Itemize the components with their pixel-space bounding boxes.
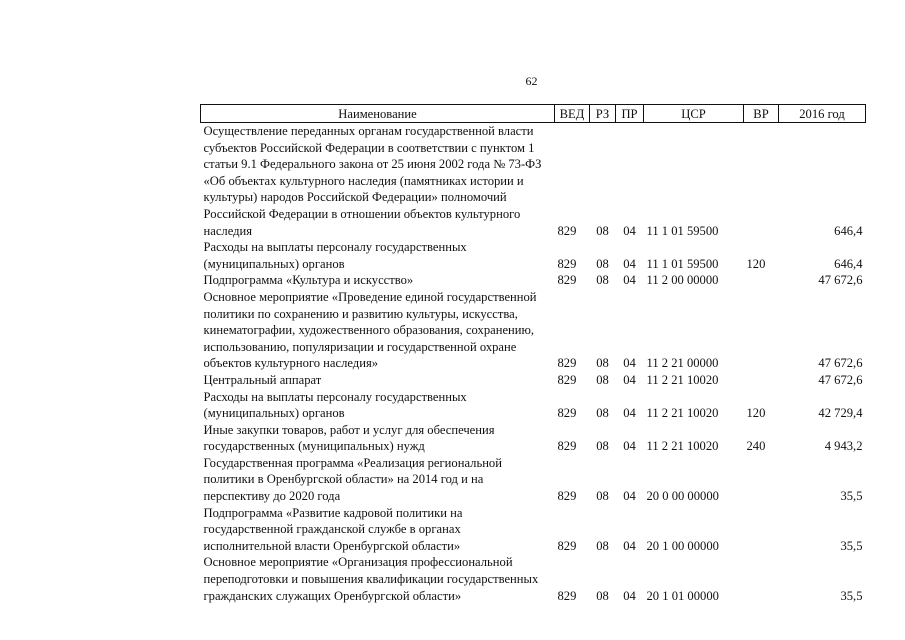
table-header [201, 105, 866, 123]
row-rz: 08 [596, 372, 609, 387]
table-row [201, 239, 866, 272]
row-pr: 04 [623, 356, 636, 371]
row-amount: 35,5 [840, 538, 863, 553]
row-csr: 20 0 00 00000 [646, 489, 719, 504]
row-pr: 04 [623, 588, 636, 603]
row-vr [744, 455, 779, 505]
header-row [201, 105, 866, 123]
row-amount: 646,4 [834, 223, 863, 238]
row-amount: 47 672,6 [818, 273, 863, 288]
table-row [201, 505, 866, 555]
row-name: Подпрограмма «Развитие кадровой политики на государственной гражданской службе в органах исполнительной власти Оренбургской области» [203, 505, 463, 553]
row-amount: 35,5 [840, 489, 863, 504]
column-header-pr: ПР [616, 105, 644, 123]
row-ved: 829 [557, 372, 577, 387]
row-name: Центральный аппарат [203, 372, 322, 387]
row-csr: 20 1 00 00000 [646, 538, 719, 553]
table-row [201, 422, 866, 455]
table-row [201, 389, 866, 422]
row-amount: 47 672,6 [818, 356, 863, 371]
row-name: Расходы на выплаты персоналу государственных (муниципальных) органов [203, 389, 467, 421]
row-csr: 11 2 21 10020 [646, 406, 719, 421]
row-rz: 08 [596, 538, 609, 553]
row-csr: 11 1 01 59500 [646, 223, 719, 238]
row-ved: 829 [557, 223, 577, 238]
column-header-year: 2016 год [779, 105, 866, 123]
table-body [201, 123, 866, 605]
row-csr: 11 1 01 59500 [646, 256, 719, 271]
row-vr [744, 272, 779, 289]
row-rz: 08 [596, 588, 609, 603]
row-csr: 11 2 21 00000 [646, 356, 719, 371]
row-rz: 08 [596, 223, 609, 238]
row-vr: 120 [746, 406, 766, 421]
row-csr: 20 1 01 00000 [646, 588, 719, 603]
row-rz: 08 [596, 356, 609, 371]
row-ved: 829 [557, 256, 577, 271]
row-amount: 42 729,4 [818, 406, 863, 421]
row-name: Иные закупки товаров, работ и услуг для обеспечения государственных (муниципальных) нужд [203, 422, 495, 454]
column-header-name: Наименование [201, 105, 555, 123]
row-name: Государственная программа «Реализация региональной политики в Оренбургской области» на 2014 год и на перспективу до 2020 года [203, 455, 502, 504]
row-ved: 829 [557, 356, 577, 371]
row-ved: 829 [557, 588, 577, 603]
row-amount: 646,4 [834, 256, 863, 271]
row-name: Подпрограмма «Культура и искусство» [203, 273, 414, 288]
row-csr: 11 2 21 10020 [646, 439, 719, 454]
row-pr: 04 [623, 273, 636, 288]
row-rz: 08 [596, 256, 609, 271]
row-csr: 11 2 21 10020 [646, 372, 719, 387]
budget-table [200, 104, 866, 604]
row-name: Осуществление переданных органам государственной власти субъектов Российской Федерации в соответствии с пунктом 1 статьи 9.1 Федерального закона от 25 июня 2002 года № 73-ФЗ «Об объектах культурного наследия (памятниках истории и культуры) народов Российской Федерации» полномочий Российской Федерации в отношении объектов культурного наследия [203, 124, 542, 238]
row-csr: 11 2 00 00000 [646, 273, 719, 288]
row-ved: 829 [557, 273, 577, 288]
row-rz: 08 [596, 489, 609, 504]
row-name: Основное мероприятие «Проведение единой государственной политики по сохранению и развитию культуры, искусства, кинематографии, художественного образования, сохранению, использованию, популяризации и государственной охране объектов культурного наследия» [203, 289, 537, 371]
row-vr [744, 554, 779, 604]
table-row [201, 455, 866, 505]
row-name: Расходы на выплаты персоналу государственных (муниципальных) органов [203, 240, 467, 271]
row-pr: 04 [623, 439, 636, 454]
row-pr: 04 [623, 256, 636, 271]
column-header-csr: ЦСР [644, 105, 744, 123]
row-vr [744, 372, 779, 389]
row-vr [744, 505, 779, 555]
row-rz: 08 [596, 406, 609, 421]
table-row [201, 272, 866, 289]
row-amount: 4 943,2 [824, 439, 863, 454]
row-ved: 829 [557, 439, 577, 454]
row-amount: 35,5 [840, 588, 863, 603]
row-rz: 08 [596, 273, 609, 288]
table-row [201, 554, 866, 604]
table-row [201, 372, 866, 389]
row-ved: 829 [557, 406, 577, 421]
row-amount: 47 672,6 [818, 372, 863, 387]
column-header-rz: РЗ [590, 105, 616, 123]
row-rz: 08 [596, 439, 609, 454]
row-ved: 829 [557, 538, 577, 553]
row-vr [744, 289, 779, 372]
row-name: Основное мероприятие «Организация профессиональной переподготовки и повышения квалификации государственных гражданских служащих Оренбургской области» [203, 555, 539, 603]
column-header-ved: ВЕД [555, 105, 590, 123]
row-pr: 04 [623, 223, 636, 238]
row-pr: 04 [623, 372, 636, 387]
row-pr: 04 [623, 538, 636, 553]
row-pr: 04 [623, 489, 636, 504]
table-row [201, 123, 866, 240]
row-pr: 04 [623, 406, 636, 421]
row-ved: 829 [557, 489, 577, 504]
row-vr: 240 [746, 439, 766, 454]
table-row [201, 289, 866, 372]
column-header-vr: ВР [744, 105, 779, 123]
page-number: 62 [525, 74, 538, 88]
row-vr [744, 123, 779, 240]
row-vr: 120 [746, 256, 766, 271]
